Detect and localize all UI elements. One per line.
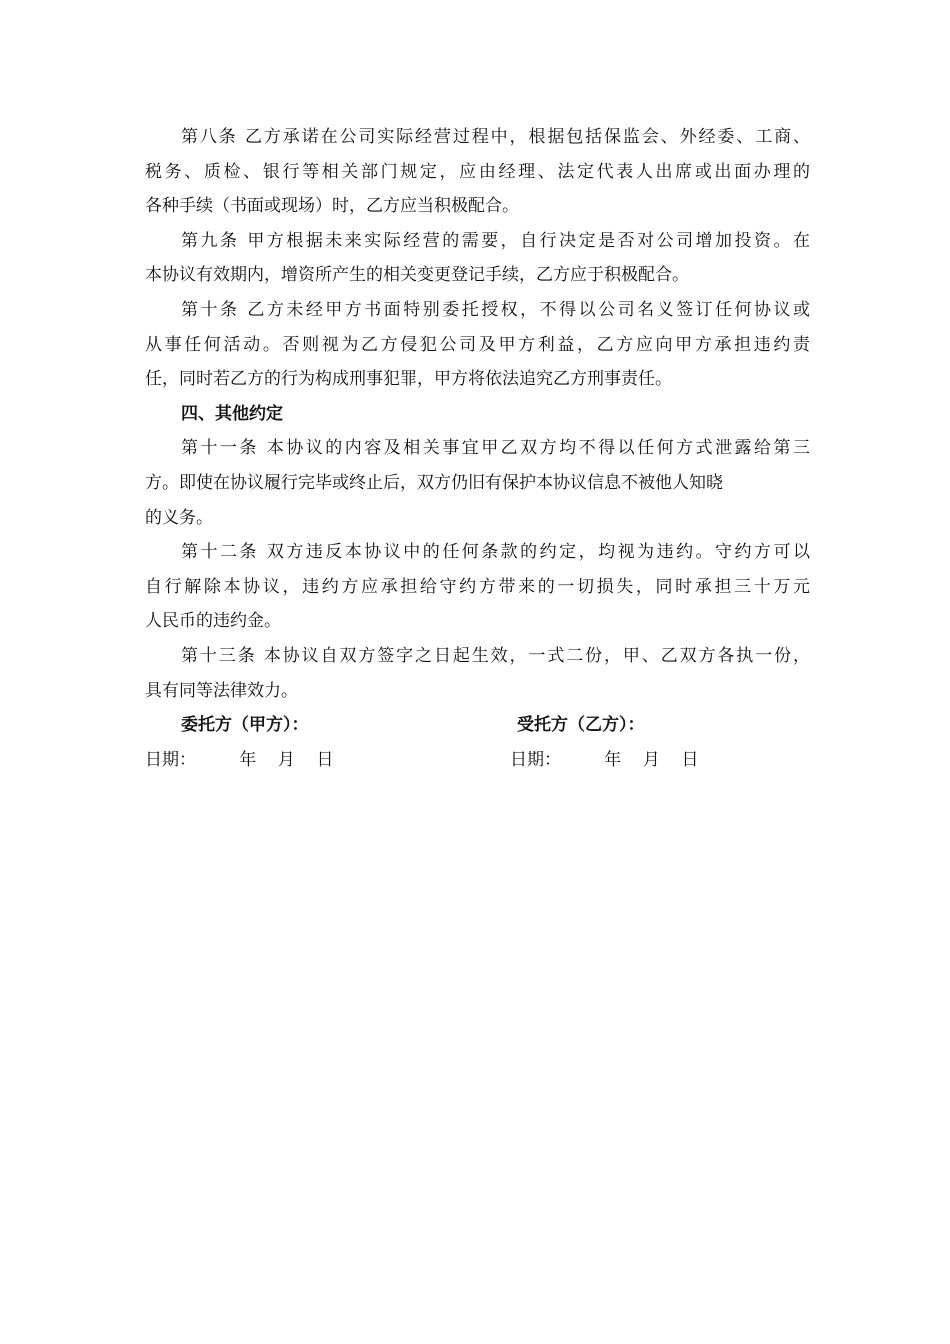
article-13: [145, 639, 810, 708]
article-9: [145, 224, 810, 293]
article-12-line-3: 人民币的违约金。: [145, 611, 281, 632]
article-8-line-1: 第八条 乙方承诺在公司实际经营过程中，根据包括保监会、外经委、工商、: [181, 127, 810, 147]
article-9-line-1: 第九条 甲方根据未来实际经营的需要，自行决定是否对公司增加投资。在: [181, 230, 810, 251]
party-a-date-label: 日期： 年 月 日: [145, 749, 334, 770]
article-9-line-2: 本协议有效期内，增资所产生的相关变更登记手续，乙方应于积极配合。: [145, 265, 689, 286]
article-8-line-3: 各种手续（书面或现场）时，乙方应当积极配合。: [145, 196, 519, 217]
article-8: [145, 120, 810, 224]
article-12: [145, 535, 810, 639]
article-13-line-2: 具有同等法律效力。: [145, 680, 298, 701]
article-10-line-3: 任，同时若乙方的行为构成刑事犯罪，甲方将依法追究乙方刑事责任。: [145, 369, 672, 390]
party-b-date-label: 日期： 年 月 日: [510, 749, 699, 770]
party-a-signature-label: 委托方（甲方）：: [181, 715, 309, 736]
article-12-line-2: 自行解除本协议，违约方应承担给守约方带来的一切损失，同时承担三十万元: [145, 576, 810, 597]
document-body: [145, 120, 810, 777]
article-11-line-1: 第十一条 本协议的内容及相关事宜甲乙双方均不得以任何方式泄露给第三: [181, 438, 810, 459]
article-8-line-2: 税务、质检、银行等相关部门规定，应由经理、法定代表人出席或出面办理的: [145, 161, 810, 182]
article-11: [145, 431, 810, 535]
article-11-line-2: 方。即使在协议履行完毕或终止后，双方仍旧有保护本协议信息不被他人知晓: [145, 472, 723, 493]
article-11-line-3: 的义务。: [145, 507, 213, 528]
article-12-line-1: 第十二条 双方违反本协议中的任何条款的约定，均视为违约。守约方可以: [181, 542, 810, 563]
article-13-line-1: 第十三条 本协议自双方签字之日起生效，一式二份，甲、乙双方各执一份，: [181, 645, 810, 666]
signature-row: [145, 708, 810, 743]
article-10: [145, 293, 810, 397]
article-10-line-2: 从事任何活动。否则视为乙方侵犯公司及甲方利益，乙方应向甲方承担违约责: [145, 334, 810, 355]
article-10-line-1: 第十条 乙方未经甲方书面特别委托授权，不得以公司名义签订任何协议或: [181, 299, 810, 320]
section-heading-other-terms: 四、其他约定: [181, 403, 283, 424]
party-b-signature-label: 受托方（乙方）：: [517, 715, 645, 736]
date-row: [145, 743, 810, 778]
